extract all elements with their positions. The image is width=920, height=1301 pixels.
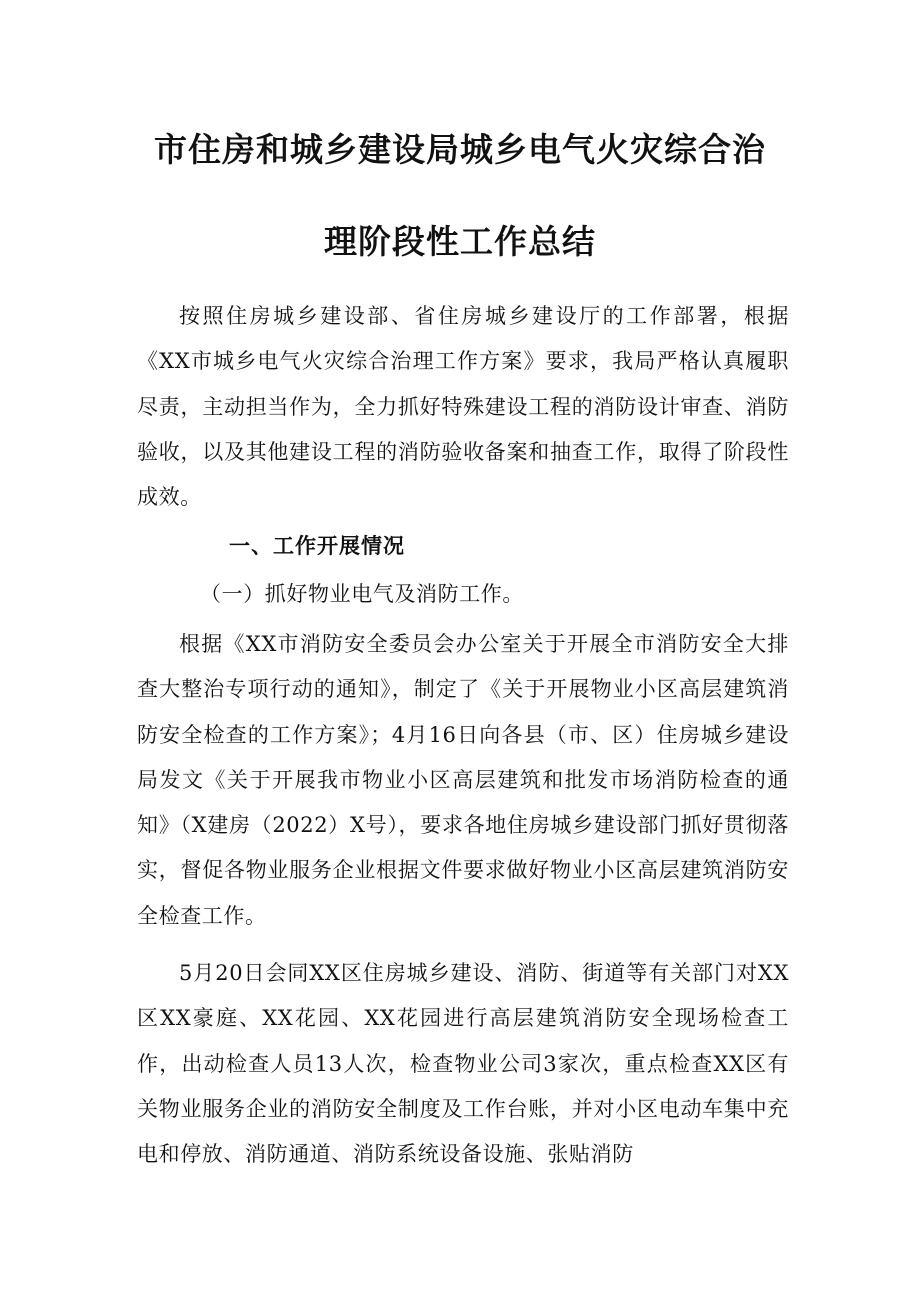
- section-heading-work-progress: 一、工作开展情况: [229, 534, 405, 558]
- document-title-line-1: 市住房和城乡建设局城乡电气火灾综合治: [154, 130, 766, 169]
- intro-paragraph: 按照住房城乡建设部、省住房城乡建设厅的工作部署，根据《XX市城乡电气火灾综合治理工作方案》要求，我局严格认真履职尽责，主动担当作为，全力抓好特殊建设工程的消防设计审查、消防验收，以及其他建设工程的消防验收备案和抽查工作，取得了阶段性成效。: [137, 304, 789, 510]
- paragraph-notice-work-plan: 根据《XX市消防安全委员会办公室关于开展全市消防安全大排查大整治专项行动的通知》，制定了《关于开展物业小区高层建筑消防安全检查的工作方案》；4月16日向各县（市、区）住房城乡建设局发文《关于开展我市物业小区高层建筑和批发市场消防检查的通知》（X建房（2022）X号），要求各地住房城乡建设部门抓好贯彻落实，督促各物业服务企业根据文件要求做好物业小区高层建筑消防安全检查工作。: [137, 632, 789, 928]
- paragraph-block-2: [137, 622, 789, 939]
- intro-paragraph-block: [137, 294, 789, 520]
- paragraph-site-inspection: 5月20日会同XX区住房城乡建设、消防、街道等有关部门对XX区XX豪庭、XX花园、XX花园进行高层建筑消防安全现场检查工作，出动检查人员13人次，检查物业公司3家次，重点检查XX区有关物业服务企业的消防安全制度及工作台账，并对小区电动车集中充电和停放、消防通道、消防系统设备设施、张贴消防: [137, 961, 789, 1167]
- subsection-heading-property-fire-work: （一）抓好物业电气及消防工作。: [200, 582, 524, 606]
- paragraph-block-3: [137, 951, 789, 1177]
- document-title-line-2: 理阶段性工作总结: [324, 222, 596, 261]
